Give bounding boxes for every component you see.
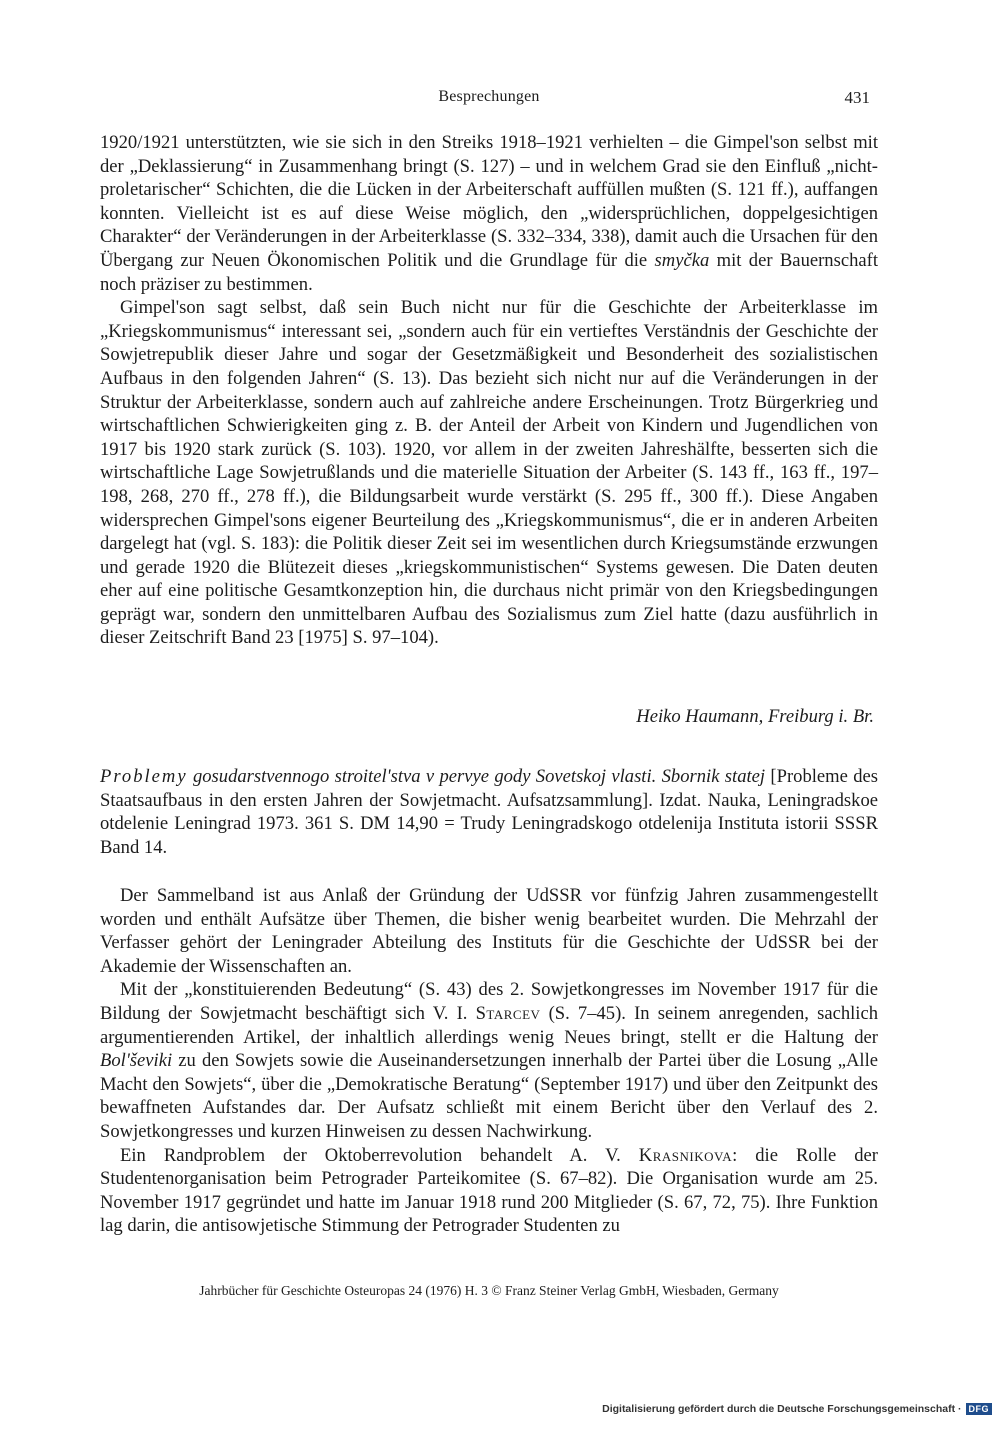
author-name: Starcev [475, 1002, 541, 1024]
review-1-body [100, 131, 878, 650]
dfg-logo: DFG [966, 1403, 993, 1415]
dfg-credit [602, 1403, 992, 1415]
page-header [100, 88, 878, 114]
journal-footer: Jahrbücher für Geschichte Osteuropas 24 (1976) H. 3 © Franz Steiner Verlag GmbH, Wiesbaden, Germany [199, 1283, 779, 1298]
review-1-paragraph-1: 1920/1921 unterstützten, wie sie sich in den Streiks 1918–1921 verhielten – die Gimpel'son selbst mit der „Deklassierung“ in Zusammenhang bringt (S. 127) – und in welchem Grad sie den Einfluß „nicht-proletarischer“ Schichten, die die Lücken in der Arbeiterschaft auffüllen mußten (S. 121 ff.), auffangen konnten. Vielleicht ist es auf diese Weise möglich, den „widersprüchlichen, doppelgesichtigen Charakter“ der Veränderungen in der Arbeiterklasse (S. 332–334, 338), damit auch die Ursachen für den Übergang zur Neuen Ökonomischen Politik und die Grundlage für die smyčka mit der Bauernschaft noch präziser zu bestimmen. [100, 132, 878, 295]
italic-term: smyčka [654, 249, 710, 271]
review-1-paragraph-2: Gimpel'son sagt selbst, daß sein Buch nicht nur für die Geschichte der Arbeiterklasse im „Kriegskommunismus“ interessant sei, „sondern auch für ein vertieftes Verständnis der Geschichte der Sowjetrepublik dieser Jahre und sogar der Gesetzmäßigkeit und Besonderheit des sozialistischen Aufbaus in den folgenden Jahren“ (S. 13). Das bezieht sich nicht nur auf die Veränderungen in der Struktur der Arbeiterklasse, sondern auch auf zahlreiche andere Erscheinungen. Trotz Bürgerkrieg und wirtschaftlichen Schwierigkeiten ging z. B. der Anteil der Arbeit von Kindern und Jugendlichen von 1917 bis 1920 stark zurück (S. 103). 1920, vor allem in der zweiten Jahreshälfte, besserten sich die wirtschaftliche Lage Sowjetrußlands und die materielle Situation der Arbeiter (S. 143 ff., 163 ff., 197–198, 268, 270 ff., 278 ff.), die Bildungsarbeit wurde verstärkt (S. 295 ff., 300 ff.). Diese Angaben widersprechen Gimpel'sons eigener Beurteilung des „Kriegskommunismus“, die er in anderen Arbeiten dargelegt hat (vgl. S. 183): die Politik dieser Zeit sei im wesentlichen durch Kriegsumstände erzwungen und gerade 1920 die Blütezeit dieses „kriegskommunistischen“ Systems gewesen. Die Daten deuten eher auf eine politische Gesamtkonzeption hin, die durchaus nicht primär von den Kriegsbedingungen geprägt war, sondern den unmittelbaren Aufbau des Sozialismus zum Ziel hatte (dazu ausführlich in dieser Zeitschrift Band 23 [1975] S. 97–104). [100, 297, 878, 649]
review-2-paragraph-1: Der Sammelband ist aus Anlaß der Gründung der UdSSR vor fünfzig Jahren zusammengestellt worden und enthält Aufsätze über Themen, die bisher wenig bearbeitet wurden. Die Mehrzahl der Verfasser gehört der Leningrader Abteilung des Instituts für die Geschichte der UdSSR bei der Akademie der Wissenschaften an. [100, 885, 878, 977]
dfg-credit-text: Digitalisierung gefördert durch die Deutsche Forschungsgemeinschaft · [602, 1403, 962, 1415]
italic-term: Bol'ševiki [100, 1050, 173, 1072]
review-2-paragraph-3: Ein Randproblem der Oktoberrevolution behandelt A. V. Krasnikova: die Rolle der Studentenorganisation beim Petrograder Parteikomitee (S. 67–82). Die Organisation wurde am 25. November 1917 gegründet und hatte im Januar 1918 rund 200 Mitglieder (S. 67, 72, 75). Ihre Funktion lag darin, die antisowjetische Stimmung der Petrograder Studenten zu [100, 1144, 878, 1237]
citation-title: gosudarstvennogo stroitel'stva v pervye gody Sovetskoj vlasti. Sbornik statej [187, 766, 766, 787]
citation-details: [Probleme des Staatsaufbaus in den ersten Jahren der Sowjetmacht. Aufsatzsammlung]. Izdat. Nauka, Leningradskoe otdelenie Leningrad 1973. 361 S. DM 14,90 = Trudy Leningradskogo otdelenija Instituta istorii SSSR Band 14. [100, 766, 878, 858]
citation-title-first-word: Problemy [100, 766, 188, 787]
book-citation [100, 765, 878, 859]
author-name: Krasnikova [638, 1144, 733, 1166]
reviewer-signature: Heiko Haumann, Freiburg i. Br. [636, 706, 874, 727]
running-head: Besprechungen [438, 88, 540, 105]
review-2-paragraph-2: Mit der „konstituierenden Bedeutung“ (S. 43) des 2. Sowjetkongresses im November 1917 für die Bildung der Sowjetmacht beschäftigt sich V. I. Starcev (S. 7–45). In seinem anregenden, sachlich argumentierenden Artikel, der inhaltlich allerdings wenig Neues bringt, stellt er die Haltung der Bol'ševiki zu den Sowjets sowie die Auseinandersetzungen innerhalb der Partei über die Losung „Alle Macht den Sowjets“, über die „Demokratische Beratung“ (September 1917) und über den Zeitpunkt des bewaffneten Aufstandes dar. Der Aufsatz schließt mit einem Bericht über den Verlauf des 2. Sowjetkongresses und kurzen Hinweisen zu dessen Nachwirkung. [100, 979, 878, 1142]
review-2-body [100, 884, 878, 1238]
page-number: 431 [844, 88, 870, 107]
